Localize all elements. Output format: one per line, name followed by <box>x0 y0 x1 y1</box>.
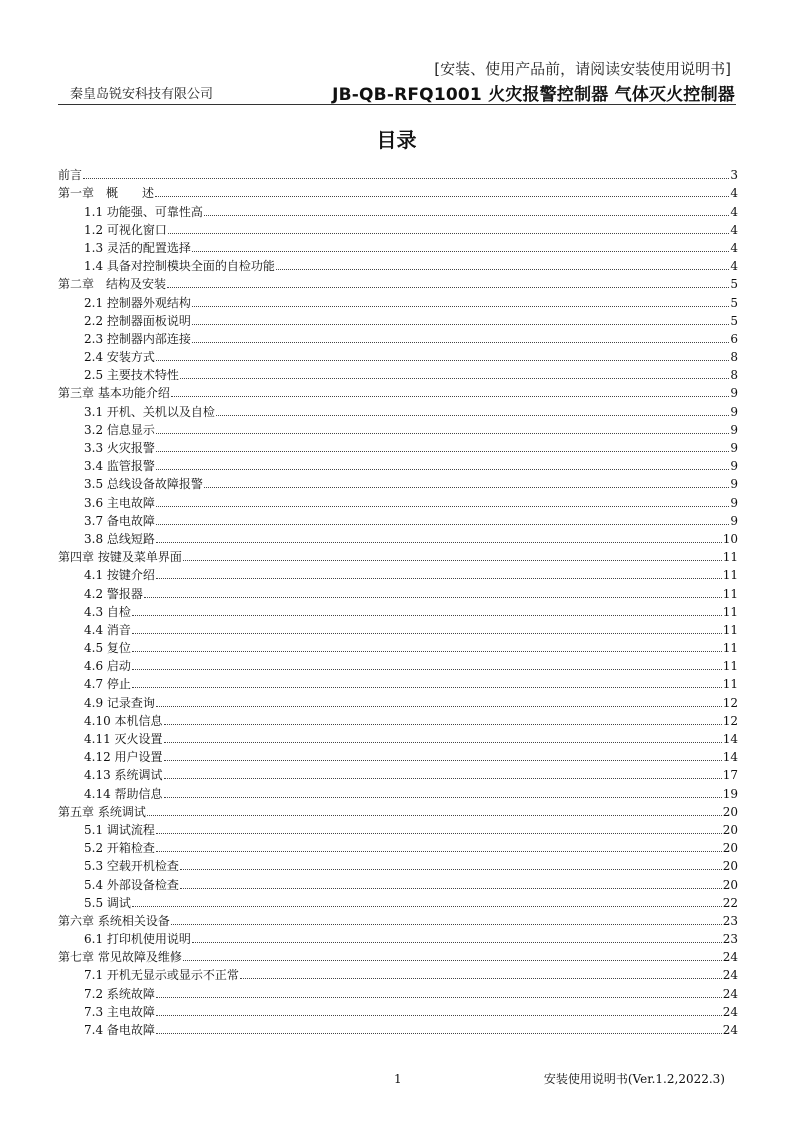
toc-dot-leader <box>156 505 729 507</box>
toc-entry-page: 24 <box>722 950 738 965</box>
toc-subentry[interactable] <box>58 219 738 237</box>
toc-subentry[interactable] <box>58 655 738 673</box>
toc-entry-page: 9 <box>730 477 738 492</box>
toc-dot-leader <box>132 686 722 688</box>
toc-dot-leader <box>171 923 722 925</box>
toc-subentry[interactable] <box>58 364 738 382</box>
toc-dot-leader <box>167 286 729 288</box>
toc-subentry[interactable] <box>58 710 738 728</box>
toc-subentry[interactable] <box>58 873 738 891</box>
toc-entry-label: 4.11 灭火设置 <box>84 732 163 746</box>
toc-dot-leader <box>156 541 722 543</box>
toc-dot-leader <box>164 796 722 798</box>
toc-dot-leader <box>204 486 729 488</box>
toc-entry-page: 24 <box>722 968 738 983</box>
toc-dot-leader <box>156 468 729 470</box>
toc-subentry[interactable] <box>58 346 738 364</box>
toc-chapter-entry[interactable] <box>58 164 738 182</box>
toc-entry-page: 19 <box>722 786 738 801</box>
toc-entry-page: 23 <box>722 932 738 947</box>
toc-entry-label: 4.5 复位 <box>84 641 131 656</box>
toc-dot-leader <box>132 632 722 634</box>
toc-entry-label: 7.3 主电故障 <box>84 1004 155 1019</box>
toc-dot-leader <box>156 850 722 852</box>
toc-entry-label: 第六章 系统相关设备 <box>58 913 170 928</box>
toc-entry-page: 24 <box>722 986 738 1001</box>
table-of-contents <box>58 164 738 1037</box>
toc-entry-label: 4.1 按键介绍 <box>84 568 155 583</box>
toc-entry-label: 1.3 灵活的配置选择 <box>84 240 191 255</box>
footer-page-number: 1 <box>394 1072 402 1086</box>
toc-entry-label: 第二章 结构及安装 <box>58 277 167 292</box>
toc-dot-leader <box>156 1014 722 1016</box>
toc-dot-leader <box>171 395 730 397</box>
toc-dot-leader <box>180 868 722 870</box>
toc-subentry[interactable] <box>58 1001 738 1019</box>
toc-entry-page: 11 <box>722 550 738 565</box>
toc-entry-label: 6.1 打印机使用说明 <box>84 932 191 947</box>
toc-entry-label: 2.4 安装方式 <box>84 350 155 365</box>
toc-entry-label: 5.1 调试流程 <box>84 822 155 837</box>
toc-entry-label: 4.13 系统调试 <box>84 768 163 783</box>
toc-dot-leader <box>83 177 729 179</box>
toc-subentry[interactable] <box>58 782 738 800</box>
toc-dot-leader <box>240 977 722 979</box>
toc-entry-page: 20 <box>722 859 738 874</box>
toc-entry-label: 4.6 启动 <box>84 659 131 674</box>
toc-entry-page: 8 <box>730 350 738 365</box>
toc-dot-leader <box>192 941 722 943</box>
toc-entry-page: 11 <box>722 568 738 583</box>
toc-subentry[interactable] <box>58 437 738 455</box>
toc-entry-page: 24 <box>722 1023 738 1037</box>
toc-dot-leader <box>192 305 729 307</box>
toc-chapter-entry[interactable] <box>58 182 738 200</box>
toc-entry-label: 3.2 信息显示 <box>84 422 155 437</box>
toc-subentry[interactable] <box>58 328 738 346</box>
toc-entry-label: 前言 <box>58 168 83 183</box>
toc-entry-page: 9 <box>730 422 738 437</box>
toc-dot-leader <box>192 250 729 252</box>
toc-dot-leader <box>192 341 729 343</box>
toc-dot-leader <box>156 450 729 452</box>
toc-chapter-entry[interactable] <box>58 382 738 400</box>
toc-dot-leader <box>156 832 722 834</box>
page-title: 目录 <box>376 128 417 152</box>
toc-entry-page: 4 <box>730 186 738 201</box>
toc-dot-leader <box>132 905 722 907</box>
toc-entry-page: 14 <box>722 732 738 746</box>
toc-dot-leader <box>156 1032 722 1034</box>
toc-entry-label: 7.4 备电故障 <box>84 1023 155 1037</box>
toc-dot-leader <box>144 596 722 598</box>
toc-dot-leader <box>164 777 722 779</box>
toc-entry-label: 1.4 具备对控制模块全面的自检功能 <box>84 259 275 274</box>
toc-dot-leader <box>132 650 722 652</box>
toc-dot-leader <box>276 268 729 270</box>
toc-entry-page: 20 <box>722 841 738 856</box>
toc-dot-leader <box>155 195 729 197</box>
toc-chapter-entry[interactable] <box>58 273 738 291</box>
toc-entry-label: 2.5 主要技术特性 <box>84 368 179 383</box>
toc-entry-page: 9 <box>730 459 738 474</box>
toc-entry-label: 4.7 停止 <box>84 677 131 692</box>
toc-dot-leader <box>216 414 729 416</box>
toc-dot-leader <box>164 723 722 725</box>
toc-entry-label: 4.2 警报器 <box>84 586 143 601</box>
toc-dot-leader <box>156 359 729 361</box>
toc-entry-page: 11 <box>722 622 738 637</box>
toc-entry-label: 4.14 帮助信息 <box>84 786 163 801</box>
toc-subentry[interactable] <box>58 764 738 782</box>
toc-dot-leader <box>156 705 722 707</box>
toc-subentry[interactable] <box>58 582 738 600</box>
toc-entry-label: 3.5 总线设备故障报警 <box>84 477 203 492</box>
toc-dot-leader <box>192 323 729 325</box>
toc-entry-label: 3.1 开机、关机以及自检 <box>84 404 215 419</box>
toc-dot-leader <box>156 523 729 525</box>
toc-dot-leader <box>168 232 729 234</box>
toc-subentry[interactable] <box>58 419 738 437</box>
toc-subentry[interactable] <box>58 819 738 837</box>
toc-entry-label: 第七章 常见故障及维修 <box>58 950 182 965</box>
toc-subentry[interactable] <box>58 601 738 619</box>
toc-dot-leader <box>164 741 722 743</box>
toc-subentry[interactable] <box>58 892 738 910</box>
toc-entry-page: 8 <box>730 368 738 383</box>
toc-entry-page: 4 <box>730 222 738 237</box>
toc-entry-page: 9 <box>730 404 738 419</box>
toc-entry-label: 第四章 按键及菜单界面 <box>58 550 182 565</box>
header-divider <box>58 104 736 105</box>
toc-subentry[interactable] <box>58 1019 738 1037</box>
toc-entry-page: 5 <box>730 277 738 292</box>
toc-entry-label: 第一章 概 述 <box>58 186 155 201</box>
toc-chapter-entry[interactable] <box>58 946 738 964</box>
toc-dot-leader <box>183 559 722 561</box>
toc-dot-leader <box>132 668 722 670</box>
toc-entry-label: 5.3 空载开机检查 <box>84 859 179 874</box>
toc-entry-page: 4 <box>730 259 738 274</box>
toc-entry-page: 24 <box>722 1004 738 1019</box>
toc-subentry[interactable] <box>58 400 738 418</box>
toc-dot-leader <box>132 614 722 616</box>
toc-subentry[interactable] <box>58 982 738 1000</box>
toc-dot-leader <box>147 814 722 816</box>
toc-entry-page: 4 <box>730 204 738 219</box>
toc-subentry[interactable] <box>58 237 738 255</box>
toc-entry-label: 4.3 自检 <box>84 604 131 619</box>
toc-entry-label: 4.10 本机信息 <box>84 713 163 728</box>
toc-entry-label: 第五章 系统调试 <box>58 804 146 819</box>
toc-subentry[interactable] <box>58 728 738 746</box>
toc-entry-label: 2.2 控制器面板说明 <box>84 313 191 328</box>
toc-chapter-entry[interactable] <box>58 910 738 928</box>
toc-dot-leader <box>180 887 722 889</box>
toc-entry-page: 9 <box>730 495 738 510</box>
toc-entry-page: 12 <box>722 695 738 710</box>
toc-subentry[interactable] <box>58 510 738 528</box>
toc-subentry[interactable] <box>58 673 738 691</box>
toc-entry-page: 22 <box>722 895 738 910</box>
toc-entry-page: 20 <box>722 877 738 892</box>
toc-subentry[interactable] <box>58 455 738 473</box>
toc-entry-label: 1.1 功能强、可靠性高 <box>84 204 203 219</box>
footer-doc-info: 安装使用说明书(Ver.1.2,2022.3) <box>543 1072 725 1086</box>
toc-entry-page: 11 <box>722 677 738 692</box>
toc-entry-label: 4.4 消音 <box>84 622 131 637</box>
toc-subentry[interactable] <box>58 255 738 273</box>
toc-subentry[interactable] <box>58 691 738 709</box>
toc-entry-page: 20 <box>722 804 738 819</box>
toc-subentry[interactable] <box>58 528 738 546</box>
toc-chapter-entry[interactable] <box>58 801 738 819</box>
toc-entry-page: 11 <box>722 586 738 601</box>
toc-chapter-entry[interactable] <box>58 546 738 564</box>
toc-subentry[interactable] <box>58 964 738 982</box>
company-name: 秦皇岛锐安科技有限公司 <box>70 87 214 102</box>
toc-dot-leader <box>156 996 722 998</box>
toc-entry-label: 5.4 外部设备检查 <box>84 877 179 892</box>
toc-entry-page: 11 <box>722 641 738 656</box>
toc-entry-label: 第三章 基本功能介绍 <box>58 386 170 401</box>
toc-subentry[interactable] <box>58 200 738 218</box>
toc-entry-label: 4.9 记录查询 <box>84 695 155 710</box>
product-title: JB-QB-RFQ1001 火灾报警控制器 气体灭火控制器 <box>332 85 735 105</box>
toc-subentry[interactable] <box>58 564 738 582</box>
toc-entry-label: 3.3 火灾报警 <box>84 441 155 455</box>
toc-entry-label: 5.5 调试 <box>84 895 131 910</box>
toc-subentry[interactable] <box>58 746 738 764</box>
toc-entry-label: 7.1 开机无显示或显示不正常 <box>84 968 239 983</box>
toc-entry-label: 1.2 可视化窗口 <box>84 222 167 237</box>
toc-subentry[interactable] <box>58 619 738 637</box>
toc-subentry[interactable] <box>58 855 738 873</box>
toc-subentry[interactable] <box>58 291 738 309</box>
toc-entry-label: 3.4 监管报警 <box>84 459 155 474</box>
toc-entry-page: 23 <box>722 913 738 928</box>
toc-subentry[interactable] <box>58 837 738 855</box>
toc-entry-page: 10 <box>722 531 738 546</box>
toc-entry-page: 5 <box>730 295 738 310</box>
toc-entry-label: 3.8 总线短路 <box>84 531 155 546</box>
toc-entry-page: 6 <box>730 331 738 346</box>
toc-dot-leader <box>164 759 722 761</box>
toc-entry-label: 3.6 主电故障 <box>84 495 155 510</box>
toc-subentry[interactable] <box>58 637 738 655</box>
toc-entry-page: 9 <box>730 386 738 401</box>
header-note: [安装、使用产品前，请阅读安装使用说明书] <box>434 60 731 78</box>
toc-entry-label: 5.2 开箱检查 <box>84 841 155 856</box>
toc-entry-label: 3.7 备电故障 <box>84 513 155 528</box>
toc-entry-label: 2.3 控制器内部连接 <box>84 331 191 346</box>
toc-subentry[interactable] <box>58 473 738 491</box>
toc-entry-page: 4 <box>730 240 738 255</box>
toc-entry-label: 4.12 用户设置 <box>84 750 163 765</box>
toc-entry-page: 20 <box>722 822 738 837</box>
toc-entry-label: 2.1 控制器外观结构 <box>84 295 191 310</box>
toc-entry-page: 9 <box>730 441 738 455</box>
toc-entry-page: 5 <box>730 313 738 328</box>
toc-dot-leader <box>183 959 722 961</box>
toc-dot-leader <box>204 214 729 216</box>
toc-entry-page: 11 <box>722 659 738 674</box>
toc-entry-page: 3 <box>730 168 738 183</box>
toc-entry-page: 9 <box>730 513 738 528</box>
toc-dot-leader <box>180 377 729 379</box>
toc-dot-leader <box>156 432 729 434</box>
toc-entry-page: 17 <box>722 768 738 783</box>
toc-subentry[interactable] <box>58 928 738 946</box>
toc-subentry[interactable] <box>58 491 738 509</box>
toc-dot-leader <box>156 577 722 579</box>
toc-entry-page: 11 <box>722 604 738 619</box>
toc-entry-page: 12 <box>722 713 738 728</box>
toc-entry-label: 7.2 系统故障 <box>84 986 155 1001</box>
toc-subentry[interactable] <box>58 310 738 328</box>
toc-entry-page: 14 <box>722 750 738 765</box>
